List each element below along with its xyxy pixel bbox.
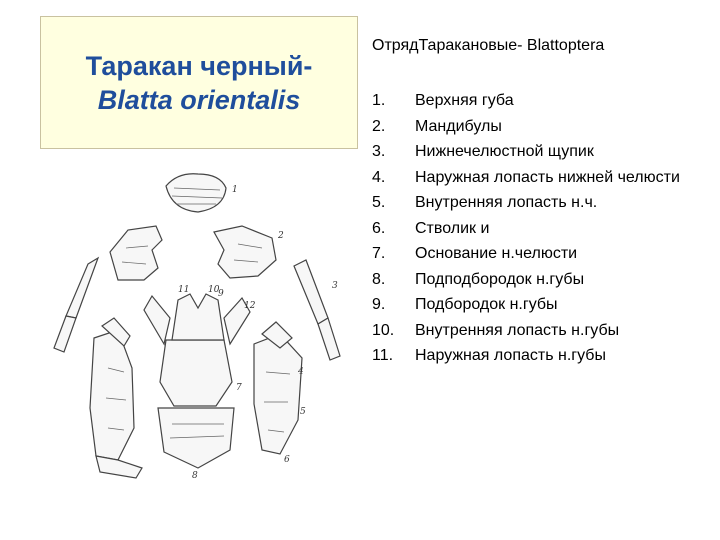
item-text: Нижнечелюстной щупик [415, 143, 594, 160]
title-common-name: Таракан черный- [85, 50, 313, 81]
item-text: Внутренняя лопасть н.ч. [415, 194, 598, 211]
left-cardo-stipes-drawing [90, 330, 134, 460]
labium-glossae-drawing [172, 294, 224, 340]
item-number: 1. [372, 92, 386, 109]
item-text: Верхняя губа [415, 92, 514, 109]
list-item [372, 343, 702, 369]
callout-2: 2 [278, 231, 284, 241]
list-item [372, 165, 702, 191]
callout-3: 3 [332, 281, 338, 291]
order-line [372, 37, 604, 55]
list-item [372, 88, 702, 114]
list-item [372, 318, 702, 344]
callout-6: 6 [284, 455, 290, 465]
title-box [40, 16, 358, 149]
item-text: Стволик и [415, 219, 490, 237]
list-item [372, 241, 702, 267]
list-item [372, 216, 702, 242]
right-palp-drawing [294, 260, 328, 324]
list-item [372, 190, 702, 216]
callout-9: 9 [218, 289, 224, 299]
item-number: 2. [372, 117, 386, 135]
right-cardo-stipes-drawing [254, 334, 302, 454]
list-item [372, 267, 702, 293]
order-text: Таракановые- Blattoptera [418, 37, 605, 54]
item-text: Мандибулы [415, 117, 502, 135]
item-number: 11. [372, 347, 394, 364]
left-mandible-drawing [110, 226, 162, 280]
item-number: 6. [372, 219, 386, 237]
left-palp-segment-drawing [54, 316, 76, 352]
mouthparts-illustration [48, 168, 348, 483]
item-number: 3. [372, 143, 386, 160]
callout-10: 10 [208, 285, 220, 295]
callout-8: 8 [192, 471, 198, 481]
labium-submentum-drawing [158, 408, 234, 468]
callout-1: 1 [232, 185, 238, 195]
callout-11: 11 [178, 285, 190, 295]
item-number: 9. [372, 296, 386, 313]
item-text: Наружная лопасть нижней челюсти [415, 168, 680, 186]
parts-list [372, 88, 702, 369]
item-text: Наружная лопасть н.губы [415, 347, 606, 364]
list-item [372, 292, 702, 318]
item-number: 8. [372, 270, 386, 288]
upper-lip-drawing [166, 174, 226, 212]
title-latin-name: Blatta orientalis [97, 84, 301, 115]
right-palp-segment-drawing [318, 318, 340, 360]
order-label: Отряд [372, 37, 419, 54]
list-item [372, 114, 702, 140]
right-mandible-drawing [214, 226, 276, 278]
item-number: 10. [372, 321, 395, 339]
item-text: Подбородок н.губы [415, 296, 558, 313]
callout-12: 12 [244, 301, 256, 311]
list-item [372, 139, 702, 165]
item-number: 4. [372, 168, 386, 186]
item-text: Внутренняя лопасть н.губы [415, 321, 620, 339]
labium-left-palp-drawing [144, 296, 170, 344]
callout-5: 5 [300, 407, 306, 417]
labium-prementum-drawing [160, 340, 232, 406]
item-number: 7. [372, 245, 386, 262]
item-number: 5. [372, 194, 386, 211]
callout-7: 7 [236, 383, 242, 393]
left-palp-drawing [66, 258, 98, 318]
item-text: Подподбородок н.губы [415, 270, 585, 288]
item-text: Основание н.челюсти [415, 245, 578, 262]
callout-4: 4 [298, 367, 304, 377]
